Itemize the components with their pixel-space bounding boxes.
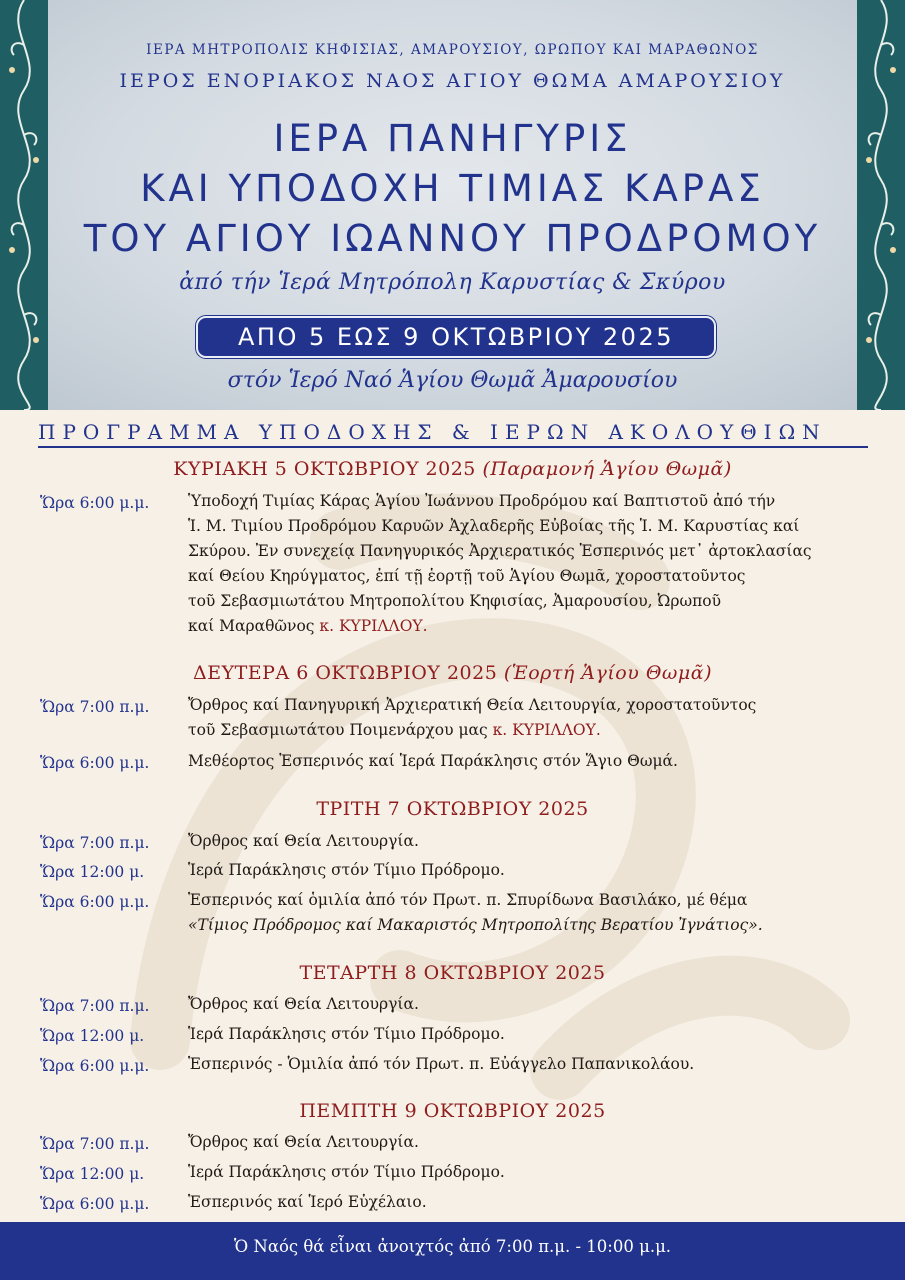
event-description — [188, 992, 853, 1017]
description-line: Ἱερά Παράκλησις στόν Τίμιο Πρόδρομο. — [188, 1163, 505, 1181]
event-description — [188, 1160, 853, 1185]
day-heading — [0, 662, 905, 684]
event-description — [188, 1190, 853, 1215]
title-line-1: ΙΕΡΑ ΠΑΝΗΓΥΡΙΣ — [273, 117, 632, 160]
day-title: ΠΕΜΠΤΗ 9 ΟΚΤΩΒΡΙΟΥ 2025 — [299, 1100, 606, 1122]
subtitle: ἀπό τήν Ἱερά Μητρόπολη Καρυστίας & Σκύρου — [179, 270, 726, 295]
footer-opening-hours: Ὁ Ναός θά εἶναι ἀνοιχτός ἀπό 7:00 π.μ. - 10:00 μ.μ. — [0, 1222, 905, 1280]
day-heading — [0, 1100, 905, 1122]
poster-header — [0, 0, 905, 410]
program-title: ΠΡΟΓΡΑΜΜΑ ΥΠΟΔΟΧΗΣ & ΙΕΡΩΝ ΑΚΟΛΟΥΘΙΩΝ — [38, 418, 868, 448]
event-time: Ὥρα 7:00 π.μ. — [40, 698, 150, 716]
event-description — [188, 1052, 853, 1077]
event-time: Ὥρα 6:00 μ.μ. — [40, 494, 150, 512]
day-title: ΤΕΤΑΡΤΗ 8 ΟΚΤΩΒΡΙΟΥ 2025 — [299, 962, 606, 984]
description-line: Ὄρθρος καί Θεία Λειτουργία. — [188, 1133, 419, 1151]
event-time: Ὥρα 6:00 μ.μ. — [40, 1057, 150, 1075]
event-time: Ὥρα 7:00 π.μ. — [40, 1135, 150, 1153]
day-heading — [0, 962, 905, 984]
description-line: Ὑποδοχή Τιμίας Κάρας Ἁγίου Ἰωάννου Προδρόμου καί Βαπτιστοῦ ἀπό τήν — [188, 492, 776, 510]
floral-ornament-icon — [0, 0, 48, 410]
event-description — [188, 1022, 853, 1047]
event-time: Ὥρα 12:00 μ. — [40, 1165, 145, 1183]
description-line: Ὄρθρος καί Θεία Λειτουργία. — [188, 995, 419, 1013]
event-time: Ὥρα 6:00 μ.μ. — [40, 1195, 150, 1213]
event-time: Ὥρα 7:00 π.μ. — [40, 997, 150, 1015]
church-name: ΙΕΡΟΣ ΕΝΟΡΙΑΚΟΣ ΝΑΟΣ ΑΓΙΟΥ ΘΩΜΑ ΑΜΑΡΟΥΣΙΟΥ — [119, 70, 786, 92]
description-line: Ἑσπερινός - Ὁμιλία ἀπό τόν Πρωτ. π. Εὐάγγελο Παπανικολάου. — [188, 1055, 695, 1073]
day-heading — [0, 798, 905, 820]
day-heading — [0, 458, 905, 480]
event-time: Ὥρα 12:00 μ. — [40, 1027, 145, 1045]
description-line: Ἱερά Παράκλησις στόν Τίμιο Πρόδρομο. — [188, 1025, 505, 1043]
event-description — [188, 1130, 853, 1155]
description-line: Ἱερά Παράκλησις στόν Τίμιο Πρόδρομο. — [188, 861, 505, 879]
description-line: Ἑσπερινός καί ὁμιλία ἀπό τόν Πρωτ. π. Σπυρίδωνα Βασιλάκο, μέ θέμα — [188, 891, 748, 909]
right-ornamental-border — [857, 0, 905, 410]
day-title: ΤΡΙΤΗ 7 ΟΚΤΩΒΡΙΟΥ 2025 — [316, 798, 589, 820]
date-banner: ΑΠΟ 5 ΕΩΣ 9 ΟΚΤΩΒΡΙΟΥ 2025 — [196, 316, 716, 358]
title-line-2: ΚΑΙ ΥΠΟΔΟΧΗ ΤΙΜΙΑΣ ΚΑΡΑΣ — [140, 167, 765, 210]
metropolis-name: ΙΕΡΑ ΜΗΤΡΟΠΟΛΙΣ ΚΗΦΙΣΙΑΣ, ΑΜΑΡΟΥΣΙΟΥ, ΩΡΩΠΟΥ ΚΑΙ ΜΑΡΑΘΩΝΟΣ — [146, 42, 759, 58]
floral-ornament-icon — [857, 0, 905, 410]
day-title: ΔΕΥΤΕΡΑ 6 ΟΚΤΩΒΡΙΟΥ 2025 — [192, 662, 498, 684]
bishop-name: κ. ΚΥΡΙΛΛΟΥ. — [319, 617, 428, 635]
description-line: Μεθέορτος Ἑσπερινός καί Ἱερά Παράκλησις στόν Ἅγιο Θωμά. — [188, 752, 678, 770]
event-time: Ὥρα 12:00 μ. — [40, 863, 145, 881]
description-line: Ὄρθρος καί Πανηγυρική Ἀρχιερατική Θεία Λειτουργία, χοροστατοῦντος — [188, 696, 757, 714]
description-line: Ἱ. Μ. Τιμίου Προδρόμου Καρυῶν Ἀχλαδερῆς Εὐβοίας τῆς Ἱ. Μ. Καρυστίας καί — [188, 517, 800, 535]
description-line: καί Θείου Κηρύγματος, ἐπί τῇ ἑορτῇ τοῦ Ἁγίου Θωμᾶ, χοροστατοῦντος — [188, 567, 746, 585]
event-description — [188, 888, 853, 938]
description-line — [188, 614, 853, 639]
description-line: Ὄρθρος καί Θεία Λειτουργία. — [188, 832, 419, 850]
description-line: τοῦ Σεβασμιωτάτου Μητροπολίτου Κηφισίας, Ἀμαρουσίου, Ὠρωποῦ — [188, 592, 722, 610]
day-note: (Παραμονή Ἁγίου Θωμᾶ) — [482, 458, 732, 480]
description-text: καί Μαραθῶνος — [188, 617, 315, 635]
title-line-3: ΤΟΥ ΑΓΙΟΥ ΙΩΑΝΝΟΥ ΠΡΟΔΡΟΜΟΥ — [83, 217, 822, 260]
description-line: Ἑσπερινός καί Ἱερό Εὐχέλαιο. — [188, 1193, 427, 1211]
event-description — [188, 693, 853, 743]
event-description — [188, 858, 853, 883]
description-line — [188, 718, 853, 743]
event-description — [188, 749, 853, 774]
bishop-name: κ. ΚΥΡΙΛΛΟΥ. — [492, 721, 601, 739]
location: στόν Ἱερό Ναό Ἁγίου Θωμᾶ Ἀμαρουσίου — [227, 368, 678, 393]
left-ornamental-border — [0, 0, 48, 410]
lecture-topic: «Τίμιος Πρόδρομος καί Μακαριστός Μητροπολίτης Βερατίου Ἰγνάτιος». — [188, 916, 763, 934]
event-time: Ὥρα 6:00 μ.μ. — [40, 754, 150, 772]
event-description — [188, 829, 853, 854]
day-title: ΚΥΡΙΑΚΗ 5 ΟΚΤΩΒΡΙΟΥ 2025 — [173, 458, 476, 480]
event-time: Ὥρα 6:00 μ.μ. — [40, 893, 150, 911]
event-time: Ὥρα 7:00 π.μ. — [40, 834, 150, 852]
description-text: τοῦ Σεβασμιωτάτου Ποιμενάρχου μας — [188, 721, 488, 739]
day-note: (Ἑορτή Ἁγίου Θωμᾶ) — [503, 662, 713, 684]
description-line: Σκύρου. Ἐν συνεχείᾳ Πανηγυρικός Ἀρχιερατικός Ἑσπερινός μετ᾽ ἀρτοκλασίας — [188, 542, 812, 560]
event-description — [188, 489, 853, 639]
